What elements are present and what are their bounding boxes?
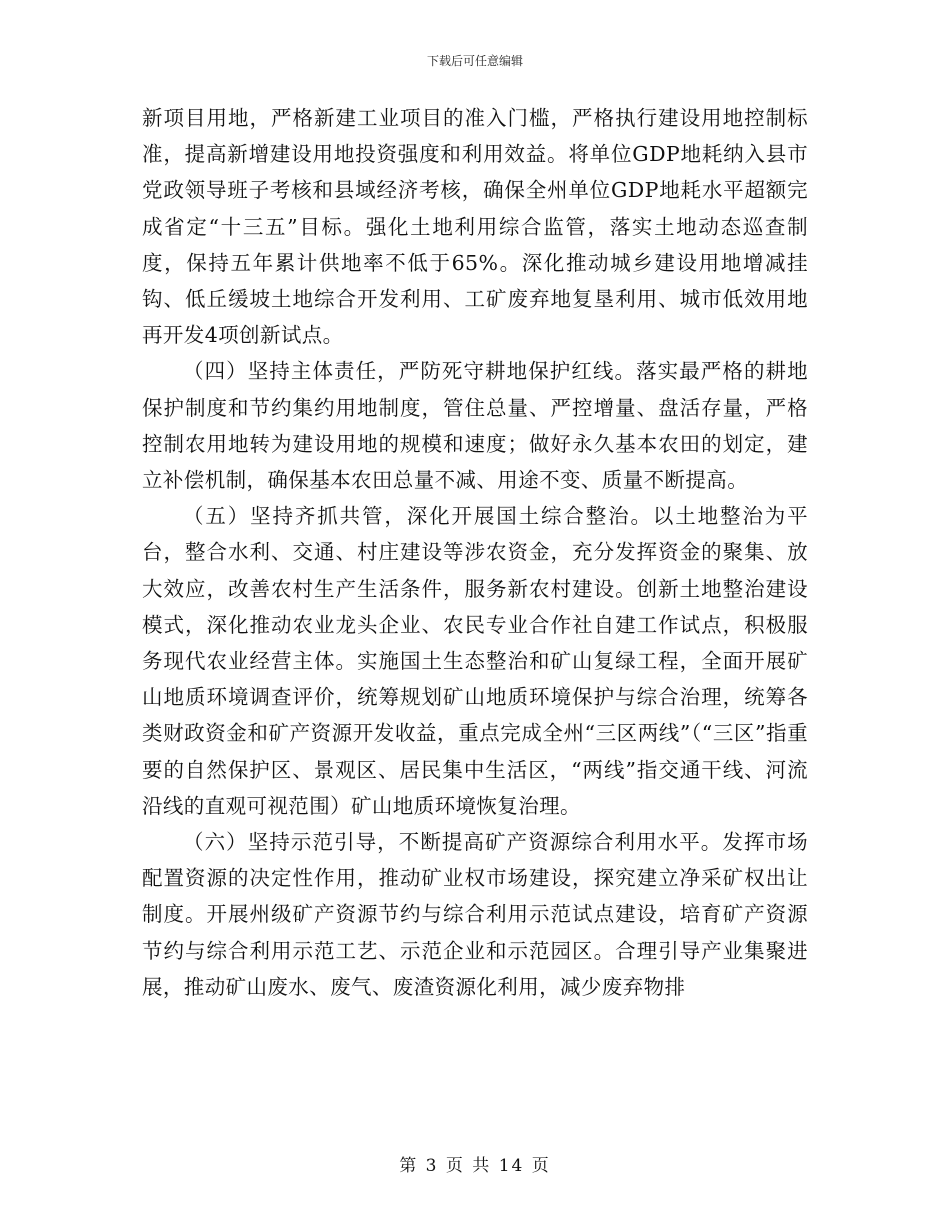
page-header: 下载后可任意编辑 [426, 54, 523, 68]
paragraph-section-5: （五）坚持齐抓共管，深化开展国土综合整治。以土地整治为平台，整合水利、交通、村庄建设等涉农资金，充分发挥资金的聚集、放大效应，改善农村生产生活条件，服务新农村建设。创新土地整治建设模式，深化推动农业龙头企业、农民专业合作社自建工作试点，积极服务现代农业经营主体。实施国土生态整治和矿山复绿工程，全面开展矿山地质环境调查评价，统筹规划矿山地质环境保护与综合治理，统筹各类财政资金和矿产资源开发收益，重点完成全州“三区两线”（“三区”指重要的自然保护区、景观区、居民集中生活区，“两线”指交通干线、河流沿线的直观可视范围）矿山地质环境恢复治理。 [142, 504, 808, 818]
paragraph-continuation: 新项目用地，严格新建工业项目的准入门槛，严格执行建设用地控制标准，提高新增建设用地投资强度和利用效益。将单位GDP地耗纳入县市党政领导班子考核和县域经济考核，确保全州单位GDP地耗水平超额完成省定“十三五”目标。强化土地利用综合监管，落实土地动态巡查制度，保持五年累计供地率不低于65%。深化推动城乡建设用地增减挂钩、低丘缓坡土地综合开发利用、工矿废弃地复垦利用、城市低效用地再开发4项创新试点。 [142, 106, 808, 348]
paragraph-section-6: （六）坚持示范引导，不断提高矿产资源综合利用水平。发挥市场配置资源的决定性作用，推动矿业权市场建设，探究建立净采矿权出让制度。开展州级矿产资源节约与综合利用示范试点建设，培育矿产资源节约与综合利用示范工艺、示范企业和示范园区。合理引导产业集聚进展，推动矿山废水、废气、废渣资源化利用，减少废弃物排 [142, 830, 808, 999]
document-body [142, 100, 808, 1005]
paragraph-section-4: （四）坚持主体责任，严防死守耕地保护红线。落实最严格的耕地保护制度和节约集约用地制度，管住总量、严控增量、盘活存量，严格控制农用地转为建设用地的规模和速度；做好永久基本农田的划定，建立补偿机制，确保基本农田总量不减、用途不变、质量不断提高。 [142, 359, 808, 493]
page-footer: 第 3 页 共 14 页 [399, 1156, 551, 1176]
